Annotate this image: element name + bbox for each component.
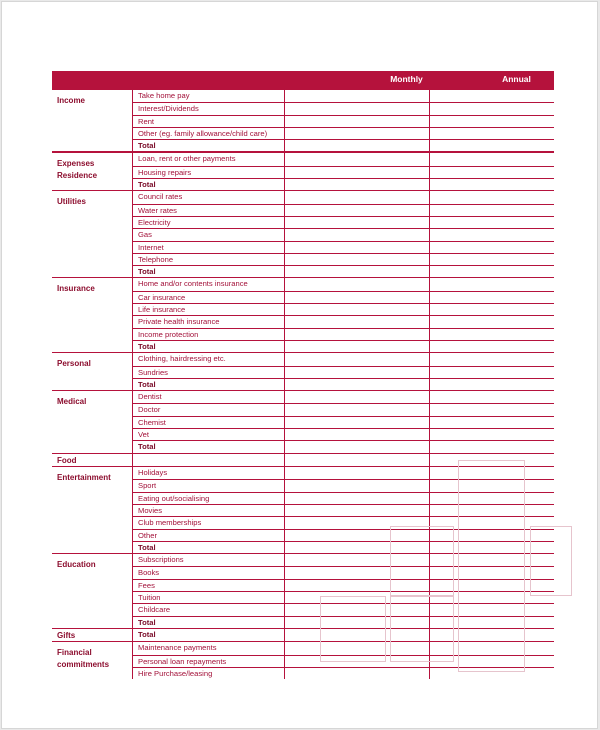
- annual-cell[interactable]: [429, 379, 554, 390]
- annual-cell[interactable]: [429, 467, 554, 479]
- annual-cell[interactable]: [429, 642, 554, 654]
- category-label: Personal: [57, 359, 91, 369]
- section-income: [52, 89, 554, 151]
- annual-column-header: Annual: [502, 74, 531, 84]
- annual-cell[interactable]: [429, 329, 554, 340]
- category-label: Insurance: [57, 284, 95, 294]
- annual-cell[interactable]: [429, 292, 554, 303]
- line-item-row: [133, 366, 554, 378]
- section-expenses-residence: [52, 151, 554, 190]
- line-item-row: [133, 529, 554, 541]
- line-item-row: [133, 315, 554, 327]
- annual-cell[interactable]: [429, 217, 554, 228]
- monthly-cell[interactable]: [284, 530, 429, 541]
- annual-cell[interactable]: [429, 179, 554, 190]
- category-label: Financial commitments: [57, 648, 110, 669]
- line-item-row: [133, 391, 554, 403]
- line-item-label: Interest/Dividends: [138, 104, 199, 114]
- line-item-row: [133, 303, 554, 315]
- total-label: Total: [138, 267, 156, 277]
- annual-cell[interactable]: [429, 128, 554, 139]
- category-label: Education: [57, 560, 96, 570]
- line-item-label: Books: [138, 568, 160, 578]
- annual-cell[interactable]: [429, 604, 554, 615]
- annual-cell[interactable]: [429, 517, 554, 528]
- line-item-label: Sport: [138, 481, 157, 491]
- section-personal: [52, 352, 554, 390]
- annual-cell[interactable]: [429, 316, 554, 327]
- line-item-label: Maintenance payments: [138, 643, 217, 653]
- monthly-cell[interactable]: [284, 429, 429, 440]
- line-item-label: Electricity: [138, 217, 171, 227]
- annual-cell[interactable]: [429, 205, 554, 216]
- line-item-row: [133, 642, 554, 654]
- monthly-cell[interactable]: [284, 505, 429, 516]
- monthly-cell[interactable]: [284, 229, 429, 240]
- monthly-cell[interactable]: [284, 304, 429, 315]
- monthly-cell[interactable]: [284, 567, 429, 578]
- monthly-cell[interactable]: [284, 542, 429, 553]
- category-rows: [132, 467, 554, 553]
- annual-cell[interactable]: [429, 304, 554, 315]
- total-row: [133, 378, 554, 390]
- category-label: Gifts: [57, 630, 76, 640]
- monthly-cell[interactable]: [284, 242, 429, 253]
- monthly-cell[interactable]: [284, 493, 429, 504]
- total-label: Total: [138, 141, 156, 151]
- line-item-row: [133, 115, 554, 127]
- section-financial-commitments: [52, 641, 554, 679]
- monthly-cell[interactable]: [284, 217, 429, 228]
- category-label: Income: [57, 96, 86, 105]
- line-item-label: Personal loan repayments: [138, 656, 227, 666]
- category-rows: [132, 454, 554, 467]
- line-item-label: Vet: [138, 430, 149, 440]
- line-item-label: Doctor: [138, 405, 161, 415]
- category-rows: [132, 554, 554, 628]
- annual-cell[interactable]: [429, 429, 554, 440]
- total-label: Total: [138, 442, 156, 452]
- monthly-cell[interactable]: [284, 316, 429, 327]
- section-food: [52, 453, 554, 467]
- monthly-cell[interactable]: [284, 329, 429, 340]
- line-item-row: [133, 191, 554, 203]
- annual-cell[interactable]: [429, 480, 554, 491]
- category-label: Food: [57, 455, 77, 465]
- line-item-row: [133, 204, 554, 216]
- monthly-cell[interactable]: [284, 554, 429, 566]
- monthly-cell[interactable]: [284, 341, 429, 352]
- annual-cell[interactable]: [429, 493, 554, 504]
- category-rows: [132, 642, 554, 679]
- category-rows: [132, 191, 554, 277]
- line-item-row: [133, 492, 554, 504]
- category-label: Entertainment: [57, 473, 111, 483]
- total-label: Total: [138, 629, 156, 639]
- line-item-row: [133, 403, 554, 415]
- monthly-cell[interactable]: [284, 205, 429, 216]
- monthly-cell[interactable]: [284, 140, 429, 151]
- monthly-cell[interactable]: [284, 441, 429, 452]
- line-item-label: Car insurance: [138, 292, 186, 302]
- line-item-label: Rent: [138, 116, 155, 126]
- line-item-label: Dentist: [138, 392, 162, 402]
- monthly-cell[interactable]: [284, 668, 429, 679]
- monthly-cell[interactable]: [284, 367, 429, 378]
- line-item-label: Council rates: [138, 192, 183, 202]
- annual-cell[interactable]: [429, 140, 554, 151]
- line-item-label: Internet: [138, 242, 164, 252]
- line-item-label: Childcare: [138, 605, 171, 615]
- line-item-row: [133, 216, 554, 228]
- monthly-cell[interactable]: [284, 604, 429, 615]
- document-page: [1, 1, 598, 729]
- monthly-cell[interactable]: [284, 467, 429, 479]
- monthly-column-header: Monthly: [390, 74, 423, 84]
- line-item-row: [133, 554, 554, 566]
- line-item-row: [133, 428, 554, 440]
- line-item-label: Tuition: [138, 593, 161, 603]
- line-item-label: Private health insurance: [138, 317, 220, 327]
- monthly-cell[interactable]: [284, 391, 429, 403]
- line-item-label: Other: [138, 530, 157, 540]
- monthly-cell[interactable]: [284, 617, 429, 628]
- annual-cell[interactable]: [429, 417, 554, 428]
- line-item-row: [133, 278, 554, 290]
- monthly-cell[interactable]: [284, 592, 429, 603]
- annual-cell[interactable]: [429, 530, 554, 541]
- annual-cell[interactable]: [429, 629, 554, 641]
- section-medical: [52, 390, 554, 452]
- total-label: Total: [138, 379, 156, 389]
- annual-cell[interactable]: [429, 542, 554, 553]
- monthly-cell[interactable]: [284, 116, 429, 127]
- line-item-row: [133, 328, 554, 340]
- section-entertainment: [52, 466, 554, 553]
- line-item-row: [133, 504, 554, 516]
- monthly-cell[interactable]: [284, 191, 429, 203]
- annual-cell[interactable]: [429, 592, 554, 603]
- monthly-cell[interactable]: [284, 454, 429, 466]
- line-item-row: [133, 127, 554, 139]
- monthly-cell[interactable]: [284, 417, 429, 428]
- monthly-cell[interactable]: [284, 90, 429, 102]
- annual-cell[interactable]: [429, 191, 554, 203]
- annual-cell[interactable]: [429, 441, 554, 452]
- section-insurance: [52, 277, 554, 352]
- total-row: [133, 178, 554, 190]
- monthly-cell[interactable]: [284, 629, 429, 641]
- monthly-cell[interactable]: [284, 179, 429, 190]
- annual-cell[interactable]: [429, 554, 554, 566]
- line-item-label: Loan, rent or other payments: [138, 154, 236, 164]
- line-item-row: [133, 416, 554, 428]
- total-row: [133, 340, 554, 352]
- annual-cell[interactable]: [429, 454, 554, 466]
- line-item-label: Other (eg. family allowance/child care): [138, 128, 268, 138]
- annual-cell[interactable]: [429, 341, 554, 352]
- annual-cell[interactable]: [429, 656, 554, 667]
- table-header: [52, 71, 554, 89]
- line-item-row: [133, 467, 554, 479]
- category-rows: [132, 629, 554, 642]
- line-item-row: [133, 566, 554, 578]
- monthly-cell[interactable]: [284, 266, 429, 277]
- section-education: [52, 553, 554, 628]
- total-row: [133, 541, 554, 553]
- line-item-row: [133, 591, 554, 603]
- monthly-cell[interactable]: [284, 278, 429, 290]
- monthly-cell[interactable]: [284, 580, 429, 591]
- annual-cell[interactable]: [429, 580, 554, 591]
- monthly-cell[interactable]: [284, 642, 429, 654]
- line-item-label: Club memberships: [138, 518, 202, 528]
- monthly-cell[interactable]: [284, 153, 429, 165]
- category-rows: [132, 153, 554, 190]
- total-row: [133, 265, 554, 277]
- line-item-label: Home and/or contents insurance: [138, 279, 248, 289]
- line-item-label: Take home pay: [138, 91, 190, 100]
- monthly-cell[interactable]: [284, 353, 429, 365]
- annual-cell[interactable]: [429, 404, 554, 415]
- category-label: Utilities: [57, 197, 86, 207]
- annual-cell[interactable]: [429, 353, 554, 365]
- line-item-label: Sundries: [138, 367, 168, 377]
- annual-cell[interactable]: [429, 90, 554, 102]
- line-item-row: [133, 102, 554, 114]
- category-label: Medical: [57, 397, 87, 407]
- total-row: [133, 139, 554, 151]
- line-item-label: Clothing, hairdressing etc.: [138, 354, 226, 364]
- total-label: Total: [138, 617, 156, 627]
- line-item-row: [133, 579, 554, 591]
- line-item-row: [133, 253, 554, 265]
- monthly-cell[interactable]: [284, 254, 429, 265]
- section-utilities: [52, 190, 554, 277]
- line-item-label: Telephone: [138, 254, 174, 264]
- annual-cell[interactable]: [429, 567, 554, 578]
- line-item-row: [133, 479, 554, 491]
- monthly-cell[interactable]: [284, 379, 429, 390]
- annual-cell[interactable]: [429, 367, 554, 378]
- total-label: Total: [138, 341, 156, 351]
- annual-cell[interactable]: [429, 103, 554, 114]
- line-item-row: [133, 241, 554, 253]
- annual-cell[interactable]: [429, 505, 554, 516]
- monthly-cell[interactable]: [284, 656, 429, 667]
- line-item-row: [133, 667, 554, 679]
- monthly-cell[interactable]: [284, 128, 429, 139]
- line-item-label: Hire Purchase/leasing: [138, 669, 213, 679]
- category-label: Expenses Residence: [57, 159, 98, 180]
- line-item-label: Holidays: [138, 468, 168, 478]
- category-rows: [132, 353, 554, 390]
- total-label: Total: [138, 180, 156, 190]
- annual-cell[interactable]: [429, 167, 554, 178]
- line-item-row: [133, 655, 554, 667]
- monthly-cell[interactable]: [284, 517, 429, 528]
- annual-cell[interactable]: [429, 254, 554, 265]
- total-row: [133, 629, 554, 641]
- line-item-label: Subscriptions: [138, 555, 184, 565]
- annual-cell[interactable]: [429, 242, 554, 253]
- line-item-row: [133, 228, 554, 240]
- line-item-label: [133, 454, 284, 466]
- monthly-cell[interactable]: [284, 103, 429, 114]
- line-item-row: [133, 516, 554, 528]
- total-row: [133, 440, 554, 452]
- line-item-label: Fees: [138, 580, 155, 590]
- category-rows: [132, 278, 554, 352]
- table-body: [52, 89, 554, 679]
- category-rows: [132, 90, 554, 151]
- total-row: [133, 616, 554, 628]
- total-label: Total: [138, 542, 156, 552]
- section-gifts: [52, 628, 554, 642]
- budget-table: [52, 71, 554, 679]
- annual-cell[interactable]: [429, 153, 554, 165]
- line-item-label: Income protection: [138, 329, 199, 339]
- annual-cell[interactable]: [429, 391, 554, 403]
- annual-cell[interactable]: [429, 266, 554, 277]
- annual-cell[interactable]: [429, 229, 554, 240]
- monthly-cell[interactable]: [284, 167, 429, 178]
- line-item-label: Chemist: [138, 417, 166, 427]
- line-item-label: Life insurance: [138, 305, 186, 315]
- line-item-row: [133, 353, 554, 365]
- line-item-row: [133, 603, 554, 615]
- line-item-label: Water rates: [138, 205, 177, 215]
- line-item-label: Eating out/socialising: [138, 493, 210, 503]
- line-item-label: Gas: [138, 230, 152, 240]
- line-item-label: Movies: [138, 506, 163, 515]
- line-item-label: Housing repairs: [138, 167, 192, 177]
- line-item-row: [133, 454, 554, 466]
- monthly-cell[interactable]: [284, 292, 429, 303]
- annual-cell[interactable]: [429, 617, 554, 628]
- line-item-row: [133, 153, 554, 165]
- annual-cell[interactable]: [429, 116, 554, 127]
- line-item-row: [133, 90, 554, 102]
- annual-cell[interactable]: [429, 668, 554, 679]
- line-item-row: [133, 166, 554, 178]
- category-rows: [132, 391, 554, 452]
- monthly-cell[interactable]: [284, 480, 429, 491]
- monthly-cell[interactable]: [284, 404, 429, 415]
- annual-cell[interactable]: [429, 278, 554, 290]
- line-item-row: [133, 291, 554, 303]
